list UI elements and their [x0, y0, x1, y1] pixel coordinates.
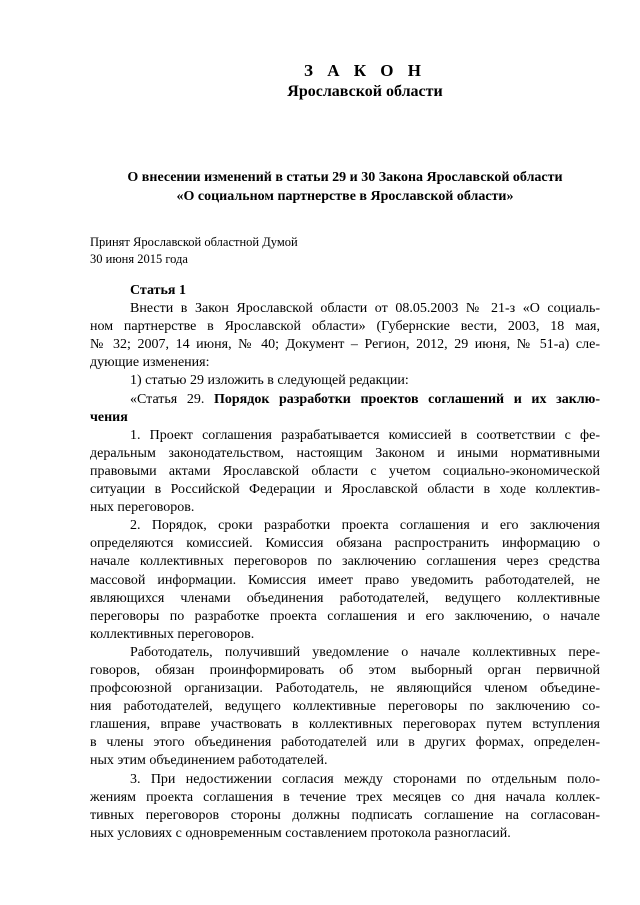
- text-line: 1) статью 29 изложить в следующей редакции:: [130, 373, 409, 389]
- text-line: глашения, вправе участвовать в коллективных переговорах путем вступления: [90, 717, 600, 733]
- text-line: ния работодателей, ведущего коллективные переговоры по заключению со-: [90, 699, 600, 715]
- law-subject-line: «О социальном партнерстве в Ярославской области»: [176, 189, 514, 204]
- article-heading: Статья 1: [130, 283, 186, 298]
- article-body: [90, 282, 600, 843]
- text-line: 2. Порядок, сроки разработки проекта соглашения и его заключения: [130, 518, 600, 534]
- quoted-article-title: [90, 391, 600, 409]
- law-title: З А К О Н: [303, 61, 427, 80]
- text-line: тивных переговоров стороны должны подписать соглашение на согласован-: [90, 807, 600, 823]
- text-line: жениям проекта соглашения в течение трех месяцев со дня начала коллек-: [90, 789, 600, 805]
- text-line: коллективных переговоров.: [90, 626, 255, 642]
- text-line: ситуации в Российской Федерации и Ярославской области в ходе коллектив-: [90, 482, 600, 498]
- text-line: являющихся членами объединения работодателей, ведущего коллективные: [90, 590, 600, 606]
- quoted-article-prefix: «Статья 29.: [130, 391, 205, 407]
- text-line: говоров, обязан проинформировать об этом выборный орган первичной: [90, 662, 600, 678]
- text-line: дующие изменения:: [90, 355, 210, 371]
- adoption-body: Принят Ярославской областной Думой: [90, 235, 298, 249]
- text-line: Работодатель, получивший уведомление о начале коллективных пере-: [130, 644, 600, 660]
- quoted-article-name: Порядок разработки проектов соглашений и их заклю-: [213, 391, 600, 407]
- adoption-date: 30 июня 2015 года: [90, 252, 188, 266]
- text-line: в члены этого объединения работодателей или в других формах, определен-: [90, 735, 600, 751]
- text-line: профсоюзной организации. Работодатель, не являющийся членом объедине-: [90, 681, 600, 697]
- text-line: ных переговоров.: [90, 500, 195, 516]
- adoption-info: [90, 234, 590, 268]
- quoted-article-name-cont: чения: [90, 409, 128, 425]
- text-line: ном партнерстве в Ярославской области» (Губернские вести, 2003, 18 мая,: [90, 319, 600, 335]
- text-line: 3. При недостижении согласия между сторонами по отдельным поло-: [130, 771, 600, 787]
- text-line: ных этим объединением работодателей.: [90, 753, 328, 769]
- text-line: деральным законодательством, настоящим Законом и иными нормативными: [90, 445, 600, 461]
- text-line: массовой информации. Комиссия имеет право уведомить работодателей, не: [90, 572, 600, 588]
- text-line: правовыми актами Ярославской области с учетом социально-экономической: [90, 463, 600, 479]
- text-line: начале коллективных переговоров по заключению соглашения через средства: [90, 554, 600, 570]
- law-region: Ярославской области: [287, 83, 443, 100]
- text-line: ных условиях с одновременным составлением протокола разногласий.: [90, 825, 511, 841]
- text-line: № 32; 2007, 14 июня, № 40; Документ – Регион, 2012, 29 июня, № 51-а) сле-: [90, 337, 600, 353]
- text-line: определяются комиссией. Комиссия обязана распространить информацию о: [90, 536, 600, 552]
- text-line: Внести в Закон Ярославской области от 08.05.2003 № 21-з «О социаль-: [130, 301, 600, 317]
- law-subject-line: О внесении изменений в статьи 29 и 30 Закона Ярославской области: [127, 170, 563, 185]
- law-subject: [90, 168, 600, 206]
- text-line: 1. Проект соглашения разрабатывается комиссией в соответствии с фе-: [130, 427, 600, 443]
- text-line: переговоры по разработке проекта соглашения и его заключению, о начале: [90, 608, 600, 624]
